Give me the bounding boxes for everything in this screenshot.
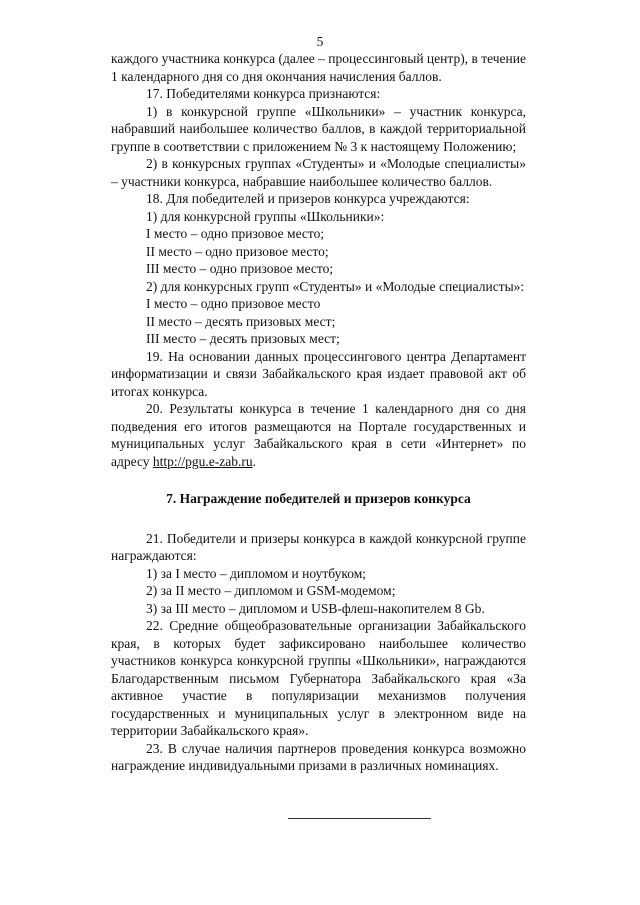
- paragraph-17-item-1: 1) в конкурсной группе «Школьники» – участник конкурса, набравший наибольшее количество баллов, в каждой территориальной группе в соответствии с приложением № 3 к настоящему Положению;: [111, 103, 526, 154]
- prize-line: II место – десять призовых мест;: [146, 313, 336, 329]
- paragraph-17: 17. Победителями конкурса признаются:: [146, 86, 381, 101]
- paragraph-18-item-1: 1) для конкурсной группы «Школьники»:: [146, 208, 385, 224]
- prize-line: II место – одно призовое место;: [146, 243, 329, 259]
- prize-line: I место – одно призовое место;: [146, 226, 325, 241]
- paragraph-19: 19. На основании данных процессингового центра Департамент информатизации и связи Забайкальского края издает правовой акт об итогах конкурса.: [111, 348, 526, 399]
- award-line: 3) за III место – дипломом и USB-флеш-накопителем 8 Gb.: [146, 600, 485, 616]
- paragraph-20: [111, 400, 526, 470]
- paragraph-18-item-2: 2) для конкурсных групп «Студенты» и «Молодые специалисты»:: [146, 278, 525, 294]
- document-body: [111, 50, 526, 775]
- paragraph-17-item-2: 2) в конкурсных группах «Студенты» и «Молодые специалисты» – участники конкурса, набравшие наибольшее количество баллов.: [111, 156, 526, 189]
- paragraph-23: 23. В случае наличия партнеров проведения конкурса возможно награждение индивидуальными призами в различных номинациях.: [111, 740, 526, 773]
- paragraph-22: 22. Средние общеобразовательные организации Забайкальского края, в которых будет зафиксировано наибольшее количество участников конкурса конкурсной группы «Школьники», награждаются Благодарственным письмом Губернатора Забайкальского края «За активное участие в популяризации механизмов получения государственных и муниципальных услуг в электронном виде на территории Забайкальского края».: [111, 618, 526, 738]
- paragraph-18: 18. Для победителей и призеров конкурса учреждаются:: [146, 191, 470, 206]
- footer-divider: [288, 818, 431, 819]
- paragraph-20-text: 20. Результаты конкурса в течение 1 календарного дня со дня подведения его итогов размещаются на Портале государственных и муниципальных услуг Забайкальского края в сети «Интернет» по адресу: [111, 401, 526, 469]
- paragraph-21: 21. Победители и призеры конкурса в каждой конкурсной группе награждаются:: [111, 530, 526, 563]
- award-line: 2) за II место – дипломом и GSM-модемом;: [146, 583, 396, 598]
- award-line: 1) за I место – дипломом и ноутбуком;: [146, 565, 367, 581]
- page-number: 5: [316, 34, 324, 49]
- section-heading: 7. Награждение победителей и призеров конкурса: [166, 491, 471, 506]
- prize-line: III место – десять призовых мест;: [146, 331, 340, 346]
- paragraph-20-tail: .: [252, 453, 256, 469]
- prize-line: III место – одно призовое место;: [146, 261, 334, 276]
- prize-line: I место – одно призовое место: [146, 296, 321, 311]
- paragraph-continuation: каждого участника конкурса (далее – процессинговый центр), в течение 1 календарного дня со дня окончания начисления баллов.: [111, 51, 526, 84]
- portal-link[interactable]: http://pgu.e-zab.ru: [152, 453, 253, 469]
